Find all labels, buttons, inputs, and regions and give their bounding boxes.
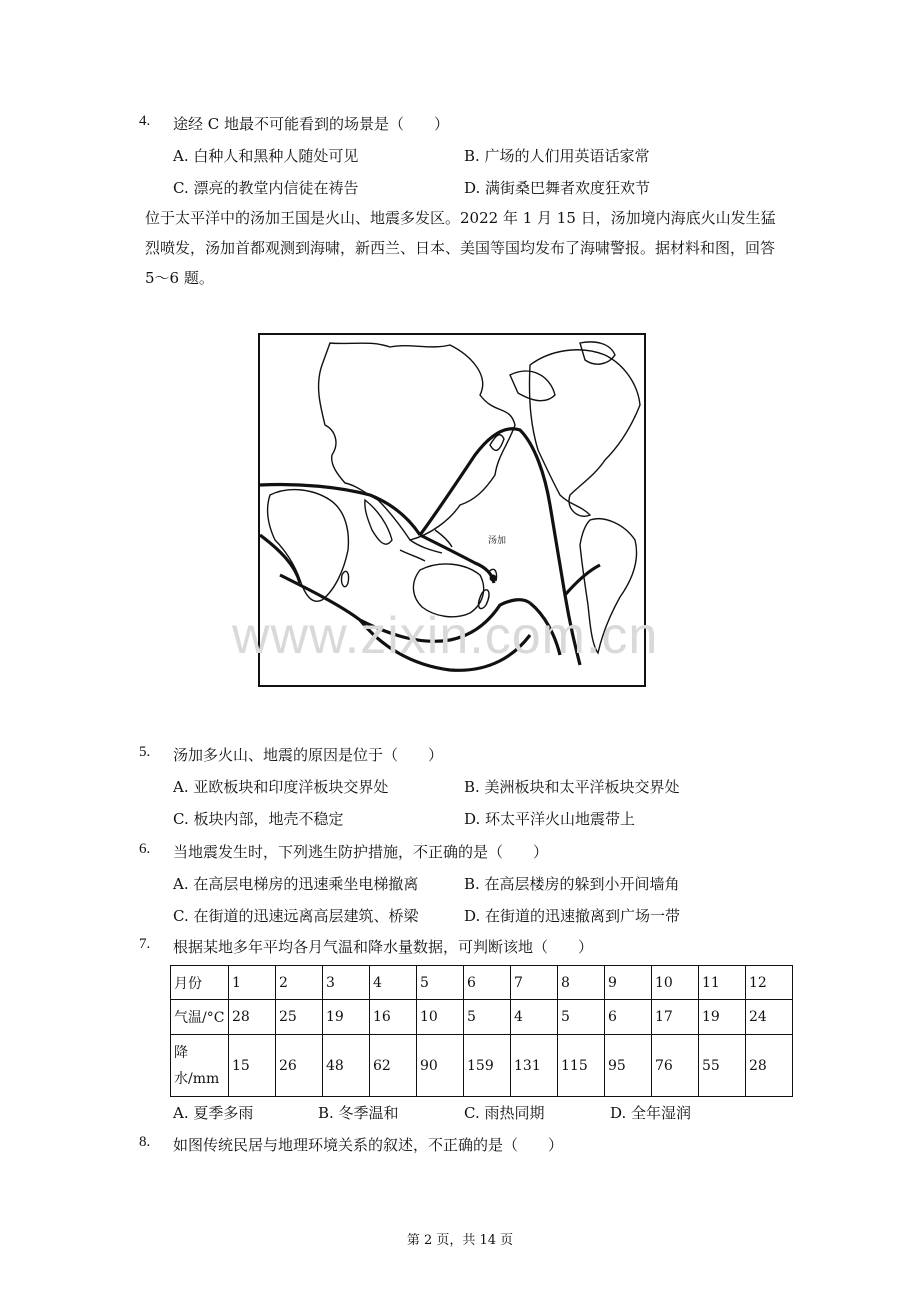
question-stem: 途经 C 地最不可能看到的场景是（ ） [173,115,450,133]
table-cell: 5 [558,1000,605,1035]
table-cell: 7 [511,966,558,1000]
table-cell: 55 [699,1035,746,1097]
table-cell: 10 [417,1000,464,1035]
table-cell: 15 [229,1035,276,1097]
table-cell: 159 [464,1035,511,1097]
table-cell: 6 [464,966,511,1000]
table-cell: 2 [276,966,323,1000]
option-b: B. 广场的人们用英语话家常 [464,147,650,165]
option-c: C. 漂亮的教堂内信徒在祷告 [173,179,359,197]
table-cell: 16 [370,1000,417,1035]
climate-table [170,965,793,1097]
table-cell: 3 [323,966,370,1000]
table-cell: 5 [417,966,464,1000]
table-cell: 8 [558,966,605,1000]
table-cell: 6 [605,1000,652,1035]
option-c: C. 板块内部，地壳不稳定 [173,810,344,828]
table-cell: 17 [652,1000,699,1035]
option-b: B. 在高层楼房的躲到小开间墙角 [464,875,680,893]
table-cell: 19 [323,1000,370,1035]
watermark: www.zixin.com.cn [232,607,659,665]
question-number: 7. [139,936,151,952]
table-cell: 1 [229,966,276,1000]
question-number: 8. [139,1134,151,1150]
table-row [171,1035,793,1097]
table-cell: 4 [511,1000,558,1035]
table-cell: 11 [699,966,746,1000]
option-d: D. 在街道的迅速撤离到广场一带 [464,907,681,925]
row-header: 气温/°C [171,1000,229,1035]
table-cell: 76 [652,1035,699,1097]
option-a: A. 亚欧板块和印度洋板块交界处 [173,778,389,796]
question-stem: 如图传统民居与地理环境关系的叙述，不正确的是（ ） [173,1136,564,1154]
table-cell: 131 [511,1035,558,1097]
question-number: 4. [139,113,151,129]
option-a: A. 在高层电梯房的迅速乘坐电梯撤离 [173,875,419,893]
row-header: 月份 [171,966,229,1000]
table-cell: 95 [605,1035,652,1097]
option-c: C. 在街道的迅速远离高层建筑、桥梁 [173,907,419,925]
volcano-marker [490,575,497,582]
table-cell: 5 [464,1000,511,1035]
option-a: A. 夏季多雨 [173,1104,254,1122]
map-label-tonga: 汤加 [488,536,507,546]
question-stem: 汤加多火山、地震的原因是位于（ ） [173,746,444,764]
option-d: D. 全年湿润 [610,1104,692,1122]
question-stem: 当地震发生时，下列逃生防护措施，不正确的是（ ） [173,843,549,861]
table-cell: 28 [229,1000,276,1035]
option-b: B. 美洲板块和太平洋板块交界处 [464,778,680,796]
table-cell: 12 [746,966,793,1000]
table-cell: 19 [699,1000,746,1035]
question-stem: 根据某地多年平均各月气温和降水量数据，可判断该地（ ） [173,938,594,956]
option-d: D. 环太平洋火山地震带上 [464,810,636,828]
table-cell: 9 [605,966,652,1000]
table-cell: 115 [558,1035,605,1097]
option-d: D. 满街桑巴舞者欢度狂欢节 [464,179,651,197]
table-cell: 4 [370,966,417,1000]
table-cell: 26 [276,1035,323,1097]
table-cell: 25 [276,1000,323,1035]
table-row [171,966,793,1000]
option-c: C. 雨热同期 [464,1104,545,1122]
page-footer: 第 2 页，共 14 页 [406,1233,514,1248]
table-cell: 62 [370,1035,417,1097]
table-cell: 28 [746,1035,793,1097]
table-cell: 90 [417,1035,464,1097]
reading-passage: 位于太平洋中的汤加王国是火山、地震多发区。2022 年 1 月 15 日，汤加境内海底火山发生猛烈喷发，汤加首都观测到海啸，新西兰、日本、美国等国均发布了海啸警报。据材料和图，回答 5～6 题。 [145,209,776,287]
table-row [171,1000,793,1035]
question-number: 6. [139,841,151,857]
table-cell: 24 [746,1000,793,1035]
table-cell: 10 [652,966,699,1000]
question-number: 5. [139,744,151,760]
option-b: B. 冬季温和 [318,1104,399,1122]
table-cell: 48 [323,1035,370,1097]
option-a: A. 白种人和黑种人随处可见 [173,147,359,165]
row-header: 降水/mm [171,1035,229,1097]
